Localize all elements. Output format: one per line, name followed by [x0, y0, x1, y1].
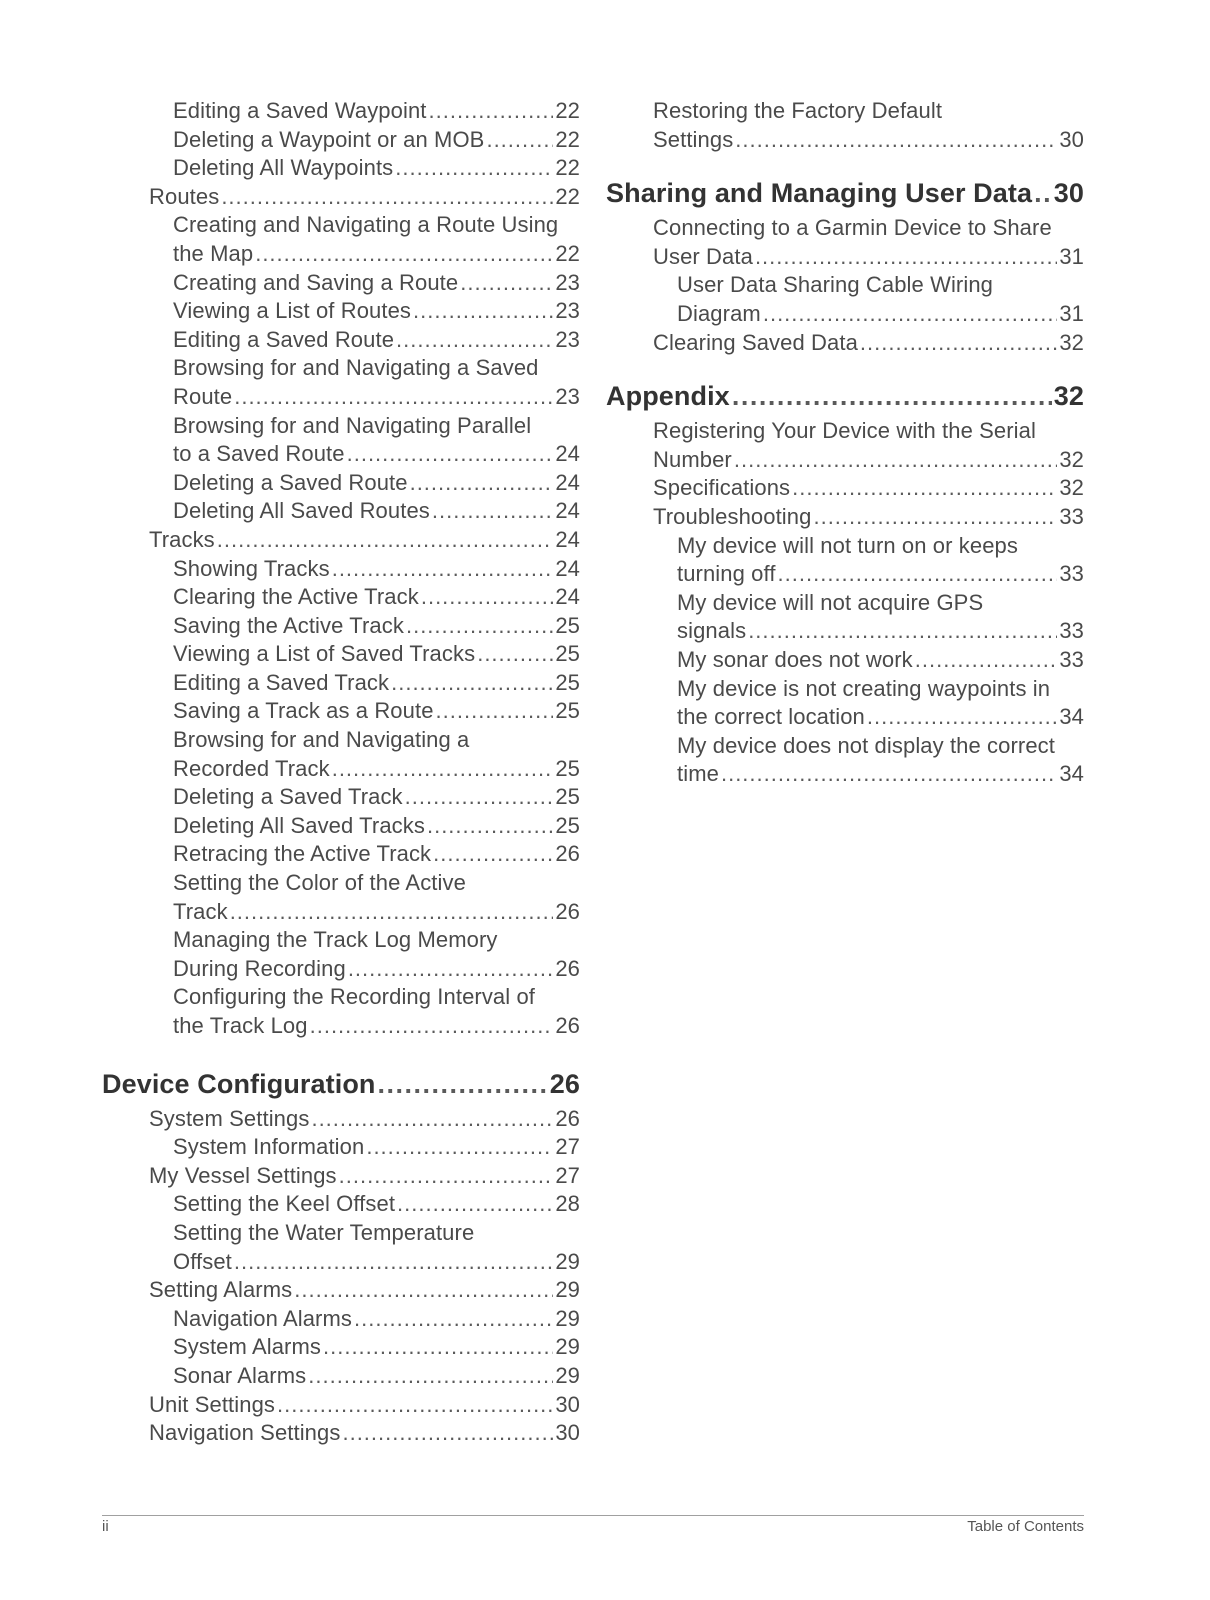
toc-page-number: 32 [1059, 446, 1084, 472]
toc-subsection-entry[interactable] [102, 583, 580, 612]
toc-page-number: 24 [555, 498, 580, 524]
toc-entry-title: Showing Tracks [173, 555, 330, 581]
toc-subsection-entry[interactable] [102, 726, 580, 783]
toc-entry-title: Browsing for and Navigating a [173, 727, 470, 753]
toc-section-entry[interactable] [102, 183, 580, 212]
dot-leader [405, 783, 554, 812]
toc-subsection-entry[interactable] [102, 783, 580, 812]
dot-leader [778, 560, 1058, 589]
toc-section-entry[interactable] [606, 503, 1084, 532]
toc-subsection-entry[interactable] [102, 1133, 580, 1162]
toc-entry-title: Setting the Water Temperature [173, 1219, 475, 1245]
toc-page-number: 24 [555, 584, 580, 610]
toc-page-number: 30 [555, 1420, 580, 1446]
toc-entry-title: Setting Alarms [149, 1277, 293, 1303]
toc-entry-title: Creating and Navigating a Route Using [173, 212, 559, 238]
dot-leader [427, 812, 553, 841]
toc-entry-title: System Alarms [173, 1334, 321, 1360]
dot-leader [342, 1419, 553, 1448]
toc-subsection-entry[interactable] [102, 1305, 580, 1334]
toc-page-number: 26 [549, 1068, 580, 1099]
dot-leader [860, 329, 1057, 358]
toc-subsection-entry[interactable] [102, 126, 580, 155]
toc-subsection-entry[interactable] [102, 926, 580, 983]
dot-leader [294, 1276, 553, 1305]
toc-entry-title: Device Configuration [102, 1068, 376, 1099]
toc-section-entry[interactable] [606, 329, 1084, 358]
toc-subsection-entry[interactable] [102, 326, 580, 355]
toc-entry-title: Editing a Saved Route [173, 326, 395, 352]
toc-subsection-entry[interactable] [102, 1219, 580, 1276]
toc-entry-title: My device is not creating waypoints in [677, 675, 1051, 701]
toc-page-number: 23 [555, 383, 580, 409]
toc-entry-title: Sharing and Managing User Data [606, 178, 1033, 209]
toc-entry-title: Retracing the Active Track [173, 841, 432, 867]
toc-entry-title: Offset [173, 1248, 232, 1274]
toc-entry-title: Browsing for and Navigating a Saved [173, 355, 539, 381]
toc-entry-title: Troubleshooting [653, 503, 812, 529]
toc-subsection-entry[interactable] [606, 532, 1084, 589]
toc-subsection-entry[interactable] [606, 732, 1084, 789]
toc-page-number: 32 [1053, 381, 1084, 412]
toc-subsection-entry[interactable] [102, 354, 580, 411]
dot-leader [413, 297, 553, 326]
toc-page-number: 31 [1059, 300, 1084, 326]
dot-leader [391, 669, 553, 698]
toc-subsection-entry[interactable] [606, 646, 1084, 675]
toc-entry-title: Restoring the Factory Default [653, 98, 943, 123]
toc-page-number: 30 [1053, 178, 1084, 209]
toc-entry-title: System Information [173, 1134, 365, 1160]
dot-leader [486, 126, 553, 155]
toc-section-entry[interactable] [606, 417, 1084, 474]
toc-section-entry[interactable] [606, 214, 1084, 271]
toc-entry-title: Deleting All Saved Tracks [173, 812, 425, 838]
dot-leader [755, 243, 1057, 272]
toc-entry-title: User Data [653, 243, 753, 269]
toc-page-number: 25 [555, 755, 580, 781]
toc-entry-title: turning off [677, 561, 776, 587]
toc-subsection-entry[interactable] [102, 497, 580, 526]
toc-subsection-entry[interactable] [102, 555, 580, 584]
toc-subsection-entry[interactable] [102, 1362, 580, 1391]
toc-section-entry[interactable] [102, 526, 580, 555]
toc-subsection-entry[interactable] [102, 211, 580, 268]
dot-leader [397, 1190, 553, 1219]
toc-subsection-entry[interactable] [102, 1333, 580, 1362]
dot-leader [735, 126, 1057, 155]
toc-page-number: 33 [1059, 561, 1084, 587]
dot-leader [234, 383, 553, 412]
dot-leader [421, 583, 553, 612]
dot-leader [763, 300, 1057, 329]
toc-section-entry[interactable] [102, 1276, 580, 1305]
dot-leader [432, 497, 553, 526]
toc-entry-title: Navigation Settings [149, 1420, 341, 1446]
toc-page-number: 26 [555, 1105, 580, 1131]
toc-entry-title: Deleting All Waypoints [173, 155, 394, 181]
toc-page-number: 22 [555, 98, 580, 123]
toc-subsection-entry[interactable] [102, 612, 580, 641]
dot-leader [410, 469, 554, 498]
toc-entry-title: Setting the Keel Offset [173, 1191, 396, 1217]
toc-page-number: 29 [555, 1334, 580, 1360]
toc-entry-title: the correct location [677, 704, 865, 730]
toc-entry-title: Saving the Active Track [173, 612, 404, 638]
dot-leader [332, 755, 554, 784]
toc-page-number: 28 [555, 1191, 580, 1217]
toc-entry-title: Connecting to a Garmin Device to Share [653, 215, 1052, 241]
dot-leader [348, 955, 554, 984]
toc-chapter-entry[interactable] [606, 176, 1084, 210]
dot-leader [311, 1105, 553, 1134]
toc-entry-title: Specifications [653, 475, 791, 501]
dot-leader [406, 612, 553, 641]
toc-subsection-entry[interactable] [102, 840, 580, 869]
toc-subsection-entry[interactable] [102, 869, 580, 926]
toc-entry-title: Track [173, 898, 228, 924]
toc-section-entry[interactable] [606, 97, 1084, 154]
toc-entry-title: System Settings [149, 1105, 310, 1131]
toc-entry-title: Recorded Track [173, 755, 330, 781]
toc-page-number: 25 [555, 641, 580, 667]
toc-page-number: 29 [555, 1362, 580, 1388]
toc-page-number: 30 [1059, 126, 1084, 152]
dot-leader [813, 503, 1057, 532]
toc-page-number: 25 [555, 612, 580, 638]
toc-page-number: 24 [555, 526, 580, 552]
dot-leader [378, 1067, 548, 1101]
toc-page-number: 23 [555, 298, 580, 324]
dot-leader [234, 1248, 553, 1277]
toc-subsection-entry[interactable] [102, 812, 580, 841]
toc-chapter-entry[interactable] [102, 1067, 580, 1101]
toc-left-column [102, 97, 580, 1448]
dot-leader [477, 640, 553, 669]
toc-page-number: 27 [555, 1162, 580, 1188]
toc-section-entry[interactable] [102, 1162, 580, 1191]
toc-page-number: 22 [555, 240, 580, 266]
dot-leader [255, 240, 553, 269]
toc-subsection-entry[interactable] [102, 269, 580, 298]
dot-leader [1034, 176, 1052, 210]
footer-page-number: ii [102, 1518, 109, 1535]
toc-entry-title: Number [653, 446, 732, 472]
dot-leader [915, 646, 1058, 675]
toc-entry-title: Deleting a Saved Route [173, 469, 408, 495]
dot-leader [347, 440, 554, 469]
toc-subsection-entry[interactable] [606, 675, 1084, 732]
dot-leader [433, 840, 553, 869]
toc-subsection-entry[interactable] [102, 154, 580, 183]
toc-entry-title: Deleting a Waypoint or an MOB [173, 126, 485, 152]
toc-entry-title: Diagram [677, 300, 761, 326]
dot-leader [792, 474, 1057, 503]
dot-leader [867, 703, 1057, 732]
toc-entry-title: Settings [653, 126, 734, 152]
toc-subsection-entry[interactable] [102, 412, 580, 469]
dot-leader [323, 1333, 553, 1362]
toc-entry-title: Registering Your Device with the Serial [653, 418, 1036, 444]
toc-subsection-entry[interactable] [102, 640, 580, 669]
dot-leader [721, 760, 1057, 789]
toc-page-number: 26 [555, 898, 580, 924]
toc-page-number: 33 [1059, 618, 1084, 644]
toc-subsection-entry[interactable] [102, 669, 580, 698]
toc-section-entry[interactable] [102, 1419, 580, 1448]
toc-entry-title: time [677, 761, 719, 787]
toc-subsection-entry[interactable] [102, 1190, 580, 1219]
toc-page-number: 24 [555, 441, 580, 467]
dot-leader [354, 1305, 553, 1334]
toc-subsection-entry[interactable] [102, 97, 580, 126]
toc-entry-title: to a Saved Route [173, 441, 345, 467]
footer-divider [102, 1515, 1084, 1516]
toc-entry-title: Editing a Saved Waypoint [173, 98, 427, 123]
toc-entry-title: Routes [149, 183, 220, 209]
toc-entry-title: User Data Sharing Cable Wiring [677, 272, 994, 298]
toc-entry-title: Appendix [606, 381, 730, 412]
toc-page-number: 25 [555, 698, 580, 724]
toc-entry-title: Deleting All Saved Routes [173, 498, 430, 524]
toc-subsection-entry[interactable] [102, 469, 580, 498]
toc-entry-title: Saving a Track as a Route [173, 698, 434, 724]
dot-leader [339, 1162, 554, 1191]
toc-page-number: 26 [555, 955, 580, 981]
toc-entry-title: My device will not turn on or keeps [677, 532, 1018, 558]
toc-page-number: 22 [555, 126, 580, 152]
toc-entry-title: Managing the Track Log Memory [173, 927, 498, 953]
toc-page-number: 29 [555, 1248, 580, 1274]
toc-page-number: 27 [555, 1134, 580, 1160]
toc-subsection-entry[interactable] [102, 297, 580, 326]
toc-section-entry[interactable] [606, 474, 1084, 503]
toc-page-number: 31 [1059, 243, 1084, 269]
toc-page-number: 25 [555, 812, 580, 838]
toc-entry-title: My device will not acquire GPS [677, 589, 984, 615]
toc-section-entry[interactable] [102, 1105, 580, 1134]
toc-page-number: 25 [555, 669, 580, 695]
toc-subsection-entry[interactable] [606, 589, 1084, 646]
toc-subsection-entry[interactable] [102, 983, 580, 1040]
toc-page-number: 26 [555, 1013, 580, 1038]
toc-entry-title: Viewing a List of Routes [173, 298, 412, 324]
toc-entry-title: During Recording [173, 955, 346, 981]
toc-right-column [606, 97, 1084, 789]
toc-page-number: 24 [555, 469, 580, 495]
toc-entry-title: Clearing Saved Data [653, 329, 858, 355]
toc-page-number: 32 [1059, 475, 1084, 501]
toc-entry-title: My sonar does not work [677, 646, 913, 672]
dot-leader [277, 1391, 553, 1420]
dot-leader [734, 446, 1057, 475]
toc-entry-title: Configuring the Recording Interval of [173, 984, 536, 1010]
toc-entry-title: Unit Settings [149, 1391, 276, 1417]
dot-leader [460, 269, 553, 298]
dot-leader [436, 697, 554, 726]
toc-entry-title: the Map [173, 240, 254, 266]
toc-page-number: 32 [1059, 329, 1084, 355]
dot-leader [308, 1362, 553, 1391]
toc-page-number: 33 [1059, 646, 1084, 672]
toc-page-number: 25 [555, 784, 580, 810]
dot-leader [429, 97, 554, 126]
toc-entry-title: Sonar Alarms [173, 1362, 307, 1388]
toc-page-number: 26 [555, 841, 580, 867]
toc-page-number: 33 [1059, 503, 1084, 529]
toc-page-number: 23 [555, 269, 580, 295]
toc-page-number: 29 [555, 1305, 580, 1331]
toc-entry-title: Route [173, 383, 233, 409]
toc-chapter-entry[interactable] [606, 379, 1084, 413]
dot-leader [395, 154, 553, 183]
toc-entry-title: Clearing the Active Track [173, 584, 419, 610]
dot-leader [396, 326, 553, 355]
toc-entry-title: Setting the Color of the Active [173, 870, 466, 896]
toc-page-number: 23 [555, 326, 580, 352]
toc-subsection-entry[interactable] [102, 697, 580, 726]
toc-page-number: 24 [555, 555, 580, 581]
toc-entry-title: My device does not display the correct [677, 732, 1055, 758]
toc-page-number: 30 [555, 1391, 580, 1417]
toc-section-entry[interactable] [102, 1391, 580, 1420]
toc-entry-title: Viewing a List of Saved Tracks [173, 641, 476, 667]
dot-leader [310, 1012, 554, 1041]
toc-entry-title: Browsing for and Navigating Parallel [173, 412, 532, 438]
toc-entry-title: My Vessel Settings [149, 1162, 337, 1188]
footer-section-title: Table of Contents [967, 1518, 1084, 1535]
toc-subsection-entry[interactable] [606, 271, 1084, 328]
toc-entry-title: the Track Log [173, 1013, 308, 1038]
toc-entry-title: Navigation Alarms [173, 1305, 352, 1331]
toc-page-number: 29 [555, 1277, 580, 1303]
dot-leader [748, 617, 1057, 646]
dot-leader [221, 183, 553, 212]
toc-page-number: 22 [555, 155, 580, 181]
dot-leader [332, 555, 554, 584]
toc-entry-title: signals [677, 618, 747, 644]
toc-entry-title: Creating and Saving a Route [173, 269, 459, 295]
dot-leader [732, 379, 1052, 413]
dot-leader [217, 526, 554, 555]
toc-page-number: 22 [555, 183, 580, 209]
dot-leader [366, 1133, 553, 1162]
toc-entry-title: Deleting a Saved Track [173, 784, 403, 810]
toc-entry-title: Tracks [149, 526, 215, 552]
toc-page-number: 34 [1059, 761, 1084, 787]
toc-page-number: 34 [1059, 704, 1084, 730]
dot-leader [230, 898, 554, 927]
toc-entry-title: Editing a Saved Track [173, 669, 390, 695]
